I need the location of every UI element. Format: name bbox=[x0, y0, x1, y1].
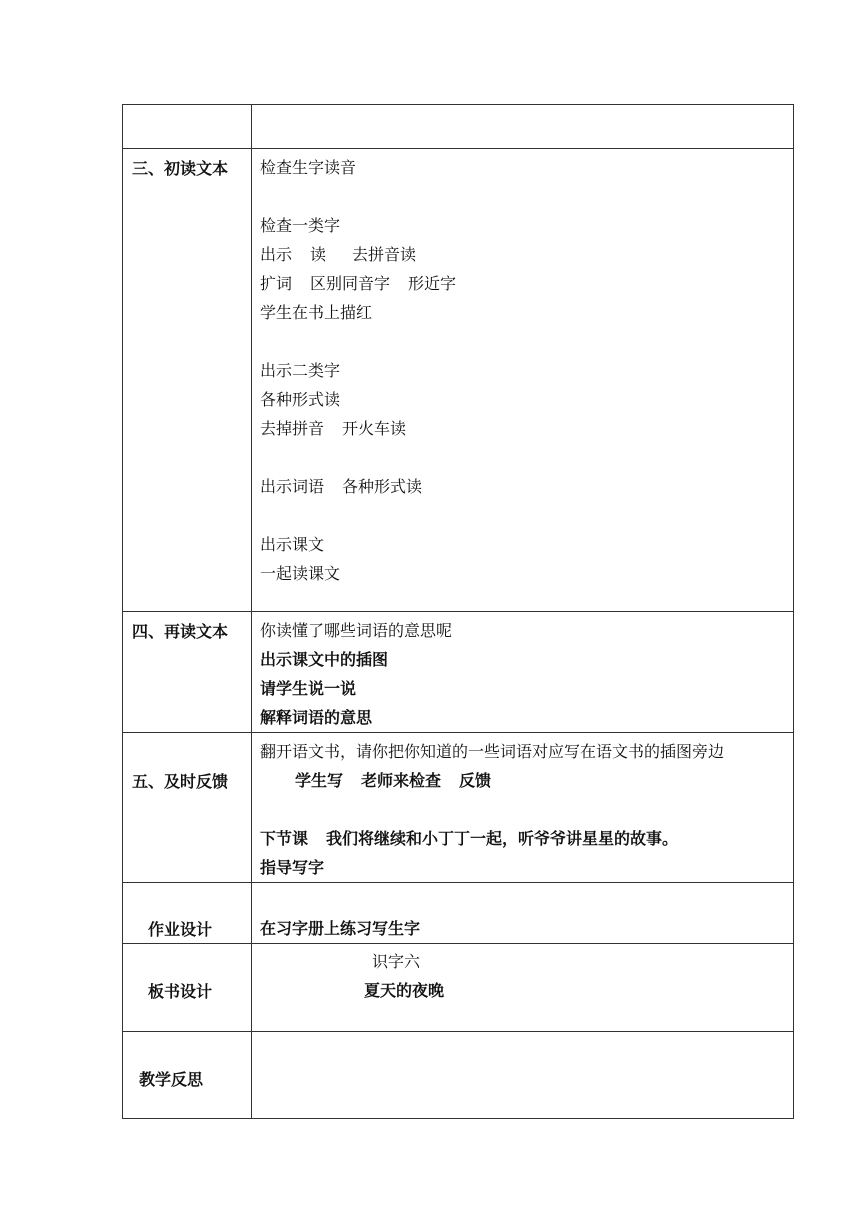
text-segment: 学生写 bbox=[295, 771, 344, 790]
section-label: 教学反思 bbox=[139, 1070, 204, 1089]
board-line: 夏天的夜晚 bbox=[364, 981, 445, 1000]
lesson-plan-table bbox=[122, 104, 794, 1119]
text-segment: 老师来检查 bbox=[361, 771, 442, 790]
feedback-content-cell bbox=[252, 733, 794, 883]
text-segment: 形近字 bbox=[408, 274, 457, 293]
table-row-empty bbox=[123, 105, 794, 149]
text-line: 出示二类字 bbox=[260, 361, 341, 380]
section-label: 作业设计 bbox=[148, 920, 213, 939]
text-line: 在习字册上练习写生字 bbox=[260, 919, 421, 938]
second-reading-content-cell bbox=[252, 612, 794, 733]
text-segment: 扩词 bbox=[260, 274, 293, 293]
board-content-cell bbox=[252, 944, 794, 1032]
text-segment: 我们将继续和小丁丁一起，听爷爷讲星星的故事。 bbox=[326, 829, 679, 848]
section-label: 三、初读文本 bbox=[132, 159, 229, 178]
text-line bbox=[260, 472, 793, 501]
board-label-cell bbox=[123, 944, 252, 1032]
table-row-second-reading bbox=[123, 612, 794, 733]
section-label: 四、再读文本 bbox=[132, 622, 229, 641]
text-line: 一起读课文 bbox=[260, 564, 341, 583]
homework-label-cell bbox=[123, 883, 252, 944]
text-line bbox=[260, 269, 793, 298]
text-line bbox=[260, 766, 793, 795]
text-segment: 各种形式读 bbox=[342, 477, 423, 496]
blank-line bbox=[260, 443, 793, 472]
text-line: 解释词语的意思 bbox=[260, 708, 373, 727]
text-line bbox=[260, 240, 793, 269]
text-line: 检查一类字 bbox=[260, 216, 341, 235]
first-reading-label-cell bbox=[123, 149, 252, 612]
text-line: 各种形式读 bbox=[260, 390, 341, 409]
text-segment: 反馈 bbox=[459, 771, 492, 790]
first-reading-content-cell bbox=[252, 149, 794, 612]
table-row-first-reading bbox=[123, 149, 794, 612]
text-line: 翻开语文书，请你把你知道的一些词语对应写在语文书的插图旁边 bbox=[260, 742, 725, 761]
homework-content-cell bbox=[252, 883, 794, 944]
table-row-reflection bbox=[123, 1032, 794, 1119]
table-row-feedback bbox=[123, 733, 794, 883]
reflection-content bbox=[252, 1032, 793, 1036]
text-segment: 读 bbox=[310, 245, 327, 264]
text-segment: 出示词语 bbox=[260, 477, 325, 496]
text-line: 检查生字读音 bbox=[260, 158, 357, 177]
text-segment: 区别同音字 bbox=[310, 274, 391, 293]
reflection-label-cell bbox=[123, 1032, 252, 1119]
reflection-content-cell bbox=[252, 1032, 794, 1119]
text-segment: 去掉拼音 bbox=[260, 419, 325, 438]
blank-line bbox=[260, 327, 793, 356]
empty-label-cell bbox=[123, 105, 252, 149]
text-segment: 下节课 bbox=[260, 829, 309, 848]
text-line: 请学生说一说 bbox=[260, 679, 357, 698]
text-line bbox=[260, 414, 793, 443]
text-line: 出示课文中的插图 bbox=[260, 650, 389, 669]
text-line: 指导写字 bbox=[260, 858, 325, 877]
text-line: 出示课文 bbox=[260, 535, 325, 554]
text-segment: 去拼音读 bbox=[352, 245, 417, 264]
text-line: 学生在书上描红 bbox=[260, 303, 373, 322]
text-segment: 出示 bbox=[260, 245, 293, 264]
table-row-board bbox=[123, 944, 794, 1032]
text-segment: 开火车读 bbox=[342, 419, 407, 438]
board-line: 识字六 bbox=[372, 952, 421, 971]
table-row-homework bbox=[123, 883, 794, 944]
feedback-label-cell bbox=[123, 733, 252, 883]
empty-content-cell bbox=[252, 105, 794, 149]
section-label: 五、及时反馈 bbox=[132, 772, 229, 791]
blank-line bbox=[260, 795, 793, 824]
blank-line bbox=[260, 182, 793, 211]
section-label: 板书设计 bbox=[148, 982, 213, 1001]
text-line bbox=[260, 824, 793, 853]
text-line: 你读懂了哪些词语的意思呢 bbox=[260, 621, 453, 640]
second-reading-label-cell bbox=[123, 612, 252, 733]
blank-line bbox=[260, 501, 793, 530]
